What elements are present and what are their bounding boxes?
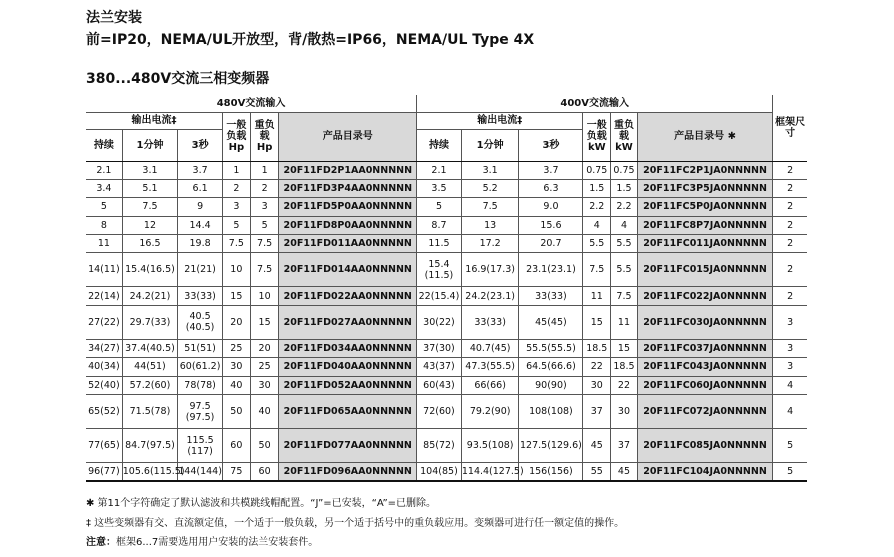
output-current-header-480: 输出电流‡: [86, 112, 222, 129]
cell-3s-480: 21(21): [178, 253, 223, 287]
cell-cont-480: 96(77): [86, 463, 122, 481]
cell-nd-hp: 2: [222, 179, 250, 197]
cell-frame-size: 2: [773, 216, 807, 234]
table-row: [86, 339, 807, 357]
cell-3s-400: 90(90): [519, 376, 583, 394]
cell-nd-hp: 40: [222, 376, 250, 394]
cell-3s-400: 127.5(129.6): [519, 429, 583, 463]
title-line-1: 法兰安装: [86, 10, 142, 26]
cell-catalog-480: 20F11FD022AA0NNNNN: [279, 287, 417, 305]
cell-hd-hp: 2: [250, 179, 279, 197]
table-row: [86, 216, 807, 234]
cell-1min-480: 12: [122, 216, 177, 234]
cell-hd-kw: 5.5: [611, 253, 638, 287]
frame-size-header: 框架尺寸: [773, 95, 807, 161]
cell-hd-kw: 37: [611, 429, 638, 463]
cell-catalog-400: 20F11FC011JA0NNNNN: [637, 235, 773, 253]
cell-cont-480: 8: [86, 216, 122, 234]
note-text: 框架6...7需要选用用户安装的法兰安装套件。: [116, 537, 319, 548]
cell-nd-hp: 7.5: [222, 235, 250, 253]
cell-frame-size: 5: [773, 429, 807, 463]
cell-catalog-400: 20F11FC085JA0NNNNN: [637, 429, 773, 463]
cell-nd-kw: 11: [583, 287, 611, 305]
cell-catalog-480: 20F11FD3P4AA0NNNNN: [279, 179, 417, 197]
cell-cont-400: 85(72): [417, 429, 462, 463]
cell-frame-size: 2: [773, 161, 807, 179]
cell-cont-400: 2.1: [417, 161, 462, 179]
cont-header-400: 持续: [417, 129, 462, 161]
cell-3s-480: 40.5 (40.5): [178, 305, 223, 339]
cell-frame-size: 2: [773, 179, 807, 197]
cell-cont-400: 43(37): [417, 358, 462, 376]
footnote-dagger: ‡ 这些变频器有交、直流额定值，一个适于一般负载，另一个适于括号中的重负载应用。变频器可进行任一额定值的操作。: [86, 518, 625, 529]
cell-3s-400: 20.7: [519, 235, 583, 253]
cell-cont-400: 22(15.4): [417, 287, 462, 305]
cell-cont-400: 30(22): [417, 305, 462, 339]
cell-cont-480: 34(27): [86, 339, 122, 357]
cell-nd-hp: 50: [222, 395, 250, 429]
cell-hd-hp: 30: [250, 376, 279, 394]
cell-cont-400: 104(85): [417, 463, 462, 481]
cell-catalog-400: 20F11FC022JA0NNNNN: [637, 287, 773, 305]
cell-3s-400: 3.7: [519, 161, 583, 179]
cell-hd-hp: 15: [250, 305, 279, 339]
note-label: 注意：: [86, 537, 116, 548]
table-row: [86, 395, 807, 429]
table-row: [86, 463, 807, 481]
cell-catalog-480: 20F11FD8P0AA0NNNNN: [279, 216, 417, 234]
cell-hd-kw: 4: [611, 216, 638, 234]
cell-catalog-480: 20F11FD034AA0NNNNN: [279, 339, 417, 357]
table-row: [86, 253, 807, 287]
cell-frame-size: 3: [773, 339, 807, 357]
section-title: 380...480V交流三相变频器: [86, 71, 270, 87]
cell-1min-400: 40.7(45): [461, 339, 519, 357]
cell-catalog-400: 20F11FC043JA0NNNNN: [637, 358, 773, 376]
cell-cont-480: 3.4: [86, 179, 122, 197]
cell-1min-400: 33(33): [461, 305, 519, 339]
cell-hd-hp: 1: [250, 161, 279, 179]
3s-header-400: 3秒: [519, 129, 583, 161]
cell-1min-400: 3.1: [461, 161, 519, 179]
cell-catalog-400: 20F11FC5P0JA0NNNNN: [637, 198, 773, 216]
cell-3s-480: 14.4: [178, 216, 223, 234]
cell-nd-kw: 0.75: [583, 161, 611, 179]
cell-hd-kw: 7.5: [611, 287, 638, 305]
cell-3s-400: 9.0: [519, 198, 583, 216]
cell-cont-400: 37(30): [417, 339, 462, 357]
table-row: [86, 179, 807, 197]
table-row: [86, 358, 807, 376]
cell-3s-400: 55.5(55.5): [519, 339, 583, 357]
cell-nd-kw: 18.5: [583, 339, 611, 357]
cell-3s-400: 6.3: [519, 179, 583, 197]
cell-3s-400: 33(33): [519, 287, 583, 305]
cell-3s-400: 15.6: [519, 216, 583, 234]
1min-header-480: 1分钟: [122, 129, 177, 161]
cell-3s-400: 45(45): [519, 305, 583, 339]
cell-cont-480: 77(65): [86, 429, 122, 463]
cell-1min-480: 44(51): [122, 358, 177, 376]
cell-nd-kw: 2.2: [583, 198, 611, 216]
cell-catalog-480: 20F11FD5P0AA0NNNNN: [279, 198, 417, 216]
cell-1min-480: 37.4(40.5): [122, 339, 177, 357]
cell-cont-400: 8.7: [417, 216, 462, 234]
table-row: [86, 376, 807, 394]
cell-cont-480: 22(14): [86, 287, 122, 305]
cell-1min-400: 17.2: [461, 235, 519, 253]
cell-catalog-400: 20F11FC072JA0NNNNN: [637, 395, 773, 429]
cell-hd-hp: 25: [250, 358, 279, 376]
cell-3s-480: 51(51): [178, 339, 223, 357]
cell-1min-400: 7.5: [461, 198, 519, 216]
cell-nd-hp: 5: [222, 216, 250, 234]
cell-1min-480: 3.1: [122, 161, 177, 179]
cell-nd-kw: 7.5: [583, 253, 611, 287]
cell-cont-400: 60(43): [417, 376, 462, 394]
cell-nd-kw: 22: [583, 358, 611, 376]
cell-catalog-400: 20F11FC8P7JA0NNNNN: [637, 216, 773, 234]
cell-hd-hp: 3: [250, 198, 279, 216]
cell-nd-hp: 1: [222, 161, 250, 179]
cell-cont-480: 65(52): [86, 395, 122, 429]
cell-nd-kw: 45: [583, 429, 611, 463]
cell-3s-480: 6.1: [178, 179, 223, 197]
table-row: [86, 198, 807, 216]
cell-cont-400: 72(60): [417, 395, 462, 429]
cell-hd-kw: 1.5: [611, 179, 638, 197]
cell-hd-hp: 7.5: [250, 235, 279, 253]
group-480v-header: 480V交流输入: [86, 95, 417, 112]
cell-hd-hp: 7.5: [250, 253, 279, 287]
cell-hd-kw: 5.5: [611, 235, 638, 253]
cell-frame-size: 2: [773, 235, 807, 253]
kw-unit: kW: [587, 142, 606, 153]
cell-1min-480: 57.2(60): [122, 376, 177, 394]
cell-nd-hp: 15: [222, 287, 250, 305]
cell-frame-size: 2: [773, 198, 807, 216]
cell-nd-hp: 25: [222, 339, 250, 357]
catalog-400-header: 产品目录号 ✱: [637, 112, 773, 161]
3s-header-480: 3秒: [178, 129, 223, 161]
cell-1min-400: 24.2(23.1): [461, 287, 519, 305]
cell-cont-480: 40(34): [86, 358, 122, 376]
cell-catalog-400: 20F11FC015JA0NNNNN: [637, 253, 773, 287]
footnote-star: ✱ 第11个字符确定了默认滤波和共模跳线帽配置。“J”=已安装，“A”=已删除。: [86, 498, 437, 509]
cell-hd-hp: 40: [250, 395, 279, 429]
cell-3s-400: 23.1(23.1): [519, 253, 583, 287]
cell-3s-400: 108(108): [519, 395, 583, 429]
cell-nd-hp: 10: [222, 253, 250, 287]
cell-catalog-400: 20F11FC104JA0NNNNN: [637, 463, 773, 481]
cell-3s-400: 156(156): [519, 463, 583, 481]
cell-1min-400: 79.2(90): [461, 395, 519, 429]
cell-1min-480: 84.7(97.5): [122, 429, 177, 463]
cell-nd-kw: 5.5: [583, 235, 611, 253]
cell-cont-400: 5: [417, 198, 462, 216]
table-row: [86, 235, 807, 253]
cell-catalog-480: 20F11FD011AA0NNNNN: [279, 235, 417, 253]
cell-catalog-480: 20F11FD052AA0NNNNN: [279, 376, 417, 394]
cell-3s-480: 33(33): [178, 287, 223, 305]
group-400v-header: 400V交流输入: [417, 95, 773, 112]
cell-cont-480: 11: [86, 235, 122, 253]
cell-frame-size: 5: [773, 463, 807, 481]
nd-label: 一般负载: [586, 120, 607, 142]
hd-label: 重负载: [254, 120, 275, 142]
cell-catalog-480: 20F11FD077AA0NNNNN: [279, 429, 417, 463]
cell-nd-kw: 37: [583, 395, 611, 429]
cell-1min-400: 5.2: [461, 179, 519, 197]
hd-hp-header: [250, 112, 279, 161]
cell-1min-400: 16.9(17.3): [461, 253, 519, 287]
cell-hd-hp: 5: [250, 216, 279, 234]
cell-frame-size: 2: [773, 253, 807, 287]
hp-unit: Hp: [228, 142, 245, 153]
cell-hd-kw: 45: [611, 463, 638, 481]
cell-hd-kw: 15: [611, 339, 638, 357]
cell-1min-480: 5.1: [122, 179, 177, 197]
cell-1min-400: 47.3(55.5): [461, 358, 519, 376]
hd-kw-header: [611, 112, 638, 161]
cell-cont-480: 2.1: [86, 161, 122, 179]
cell-cont-400: 11.5: [417, 235, 462, 253]
cell-1min-400: 66(66): [461, 376, 519, 394]
cell-frame-size: 4: [773, 395, 807, 429]
drive-rating-table: [86, 95, 807, 482]
cell-3s-480: 78(78): [178, 376, 223, 394]
table-row: [86, 161, 807, 179]
cell-nd-hp: 20: [222, 305, 250, 339]
cell-catalog-480: 20F11FD096AA0NNNNN: [279, 463, 417, 481]
nd-hp-header: [222, 112, 250, 161]
cell-1min-400: 93.5(108): [461, 429, 519, 463]
cell-1min-480: 16.5: [122, 235, 177, 253]
cell-3s-480: 97.5 (97.5): [178, 395, 223, 429]
cell-cont-480: 52(40): [86, 376, 122, 394]
cell-1min-400: 114.4(127.5): [461, 463, 519, 481]
cell-1min-480: 29.7(33): [122, 305, 177, 339]
cell-1min-480: 24.2(21): [122, 287, 177, 305]
cell-3s-480: 9: [178, 198, 223, 216]
cell-hd-kw: 11: [611, 305, 638, 339]
cell-3s-480: 3.7: [178, 161, 223, 179]
cell-hd-hp: 20: [250, 339, 279, 357]
cell-hd-kw: 0.75: [611, 161, 638, 179]
cell-cont-480: 27(22): [86, 305, 122, 339]
cell-nd-kw: 4: [583, 216, 611, 234]
cell-nd-hp: 60: [222, 429, 250, 463]
title-line-2: 前=IP20，NEMA/UL开放型，背/散热=IP66，NEMA/UL Type 4X: [86, 32, 535, 48]
table-row: [86, 305, 807, 339]
cell-cont-480: 14(11): [86, 253, 122, 287]
cell-cont-400: 3.5: [417, 179, 462, 197]
cell-3s-480: 60(61.2): [178, 358, 223, 376]
cell-catalog-400: 20F11FC3P5JA0NNNNN: [637, 179, 773, 197]
cell-1min-480: 15.4(16.5): [122, 253, 177, 287]
cell-hd-kw: 2.2: [611, 198, 638, 216]
cell-hd-hp: 60: [250, 463, 279, 481]
cell-3s-480: 19.8: [178, 235, 223, 253]
output-current-header-400: 输出电流‡: [417, 112, 583, 129]
catalog-480-header: 产品目录号: [279, 112, 417, 161]
cell-hd-kw: 18.5: [611, 358, 638, 376]
cell-frame-size: 3: [773, 305, 807, 339]
cell-hd-kw: 22: [611, 376, 638, 394]
cell-hd-hp: 50: [250, 429, 279, 463]
cont-header-480: 持续: [86, 129, 122, 161]
cell-catalog-480: 20F11FD2P1AA0NNNNN: [279, 161, 417, 179]
cell-cont-480: 5: [86, 198, 122, 216]
nd-kw-header: [583, 112, 611, 161]
nd-label: 一般负载: [226, 120, 247, 142]
cell-3s-400: 64.5(66.6): [519, 358, 583, 376]
cell-nd-hp: 75: [222, 463, 250, 481]
cell-hd-kw: 30: [611, 395, 638, 429]
cell-1min-400: 13: [461, 216, 519, 234]
table-row: [86, 429, 807, 463]
cell-3s-480: 144(144): [178, 463, 223, 481]
cell-catalog-400: 20F11FC2P1JA0NNNNN: [637, 161, 773, 179]
cell-catalog-480: 20F11FD014AA0NNNNN: [279, 253, 417, 287]
cell-nd-kw: 15: [583, 305, 611, 339]
hd-label: 重负载: [613, 120, 634, 142]
cell-frame-size: 3: [773, 358, 807, 376]
hp-unit: Hp: [256, 142, 273, 153]
cell-cont-400: 15.4 (11.5): [417, 253, 462, 287]
cell-frame-size: 2: [773, 287, 807, 305]
cell-catalog-400: 20F11FC060JA0NNNNN: [637, 376, 773, 394]
cell-frame-size: 4: [773, 376, 807, 394]
cell-catalog-480: 20F11FD027AA0NNNNN: [279, 305, 417, 339]
cell-nd-kw: 55: [583, 463, 611, 481]
1min-header-400: 1分钟: [461, 129, 519, 161]
cell-1min-480: 7.5: [122, 198, 177, 216]
cell-catalog-400: 20F11FC037JA0NNNNN: [637, 339, 773, 357]
cell-nd-kw: 1.5: [583, 179, 611, 197]
cell-nd-kw: 30: [583, 376, 611, 394]
cell-catalog-480: 20F11FD065AA0NNNNN: [279, 395, 417, 429]
cell-1min-480: 71.5(78): [122, 395, 177, 429]
cell-hd-hp: 10: [250, 287, 279, 305]
cell-1min-480: 105.6(115.5): [122, 463, 177, 481]
table-row: [86, 287, 807, 305]
cell-nd-hp: 3: [222, 198, 250, 216]
cell-3s-480: 115.5 (117): [178, 429, 223, 463]
cell-catalog-400: 20F11FC030JA0NNNNN: [637, 305, 773, 339]
footnote-note: [86, 533, 318, 548]
cell-catalog-480: 20F11FD040AA0NNNNN: [279, 358, 417, 376]
kw-unit: kW: [615, 142, 633, 153]
cell-nd-hp: 30: [222, 358, 250, 376]
